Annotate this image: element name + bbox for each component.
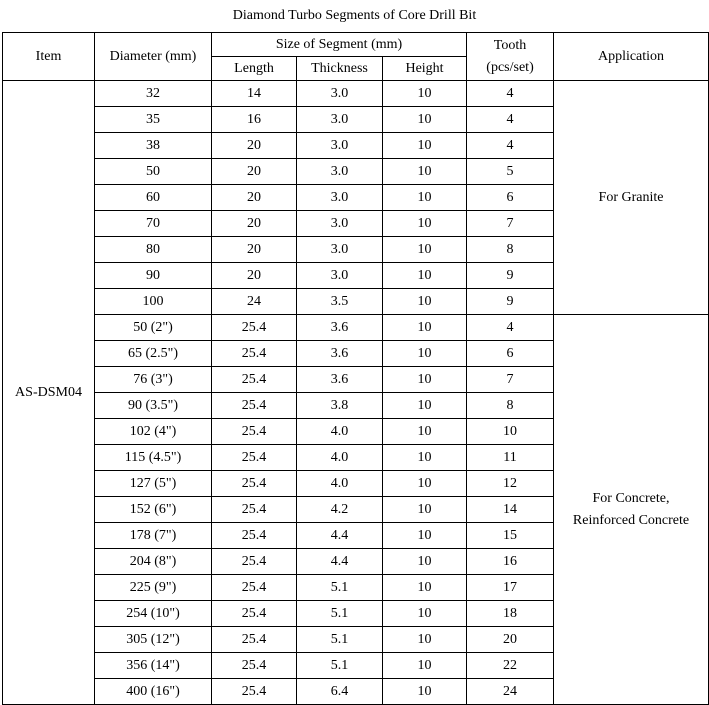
cell-length: 25.4 [212, 549, 297, 575]
cell-thickness: 5.1 [297, 575, 383, 601]
cell-length: 20 [212, 159, 297, 185]
cell-diameter: 80 [95, 237, 212, 263]
cell-diameter: 127 (5") [95, 471, 212, 497]
cell-diameter: 178 (7") [95, 523, 212, 549]
cell-height: 10 [383, 315, 467, 341]
application-concrete [554, 315, 709, 705]
table-body [3, 81, 709, 705]
spec-table [2, 32, 709, 705]
header-tooth [467, 33, 554, 81]
cell-height: 10 [383, 393, 467, 419]
cell-length: 25.4 [212, 393, 297, 419]
cell-thickness: 4.2 [297, 497, 383, 523]
cell-length: 25.4 [212, 653, 297, 679]
cell-height: 10 [383, 653, 467, 679]
cell-length: 25.4 [212, 445, 297, 471]
cell-diameter: 60 [95, 185, 212, 211]
cell-diameter: 32 [95, 81, 212, 107]
cell-tooth: 20 [467, 627, 554, 653]
cell-length: 25.4 [212, 523, 297, 549]
cell-height: 10 [383, 341, 467, 367]
cell-thickness: 4.0 [297, 419, 383, 445]
cell-tooth: 24 [467, 679, 554, 705]
cell-tooth: 14 [467, 497, 554, 523]
cell-tooth: 5 [467, 159, 554, 185]
cell-height: 10 [383, 133, 467, 159]
cell-height: 10 [383, 471, 467, 497]
cell-thickness: 5.1 [297, 601, 383, 627]
cell-thickness: 3.0 [297, 211, 383, 237]
cell-tooth: 9 [467, 289, 554, 315]
cell-tooth: 7 [467, 367, 554, 393]
cell-length: 25.4 [212, 601, 297, 627]
cell-diameter: 400 (16") [95, 679, 212, 705]
cell-tooth: 8 [467, 393, 554, 419]
cell-thickness: 3.5 [297, 289, 383, 315]
cell-height: 10 [383, 627, 467, 653]
cell-thickness: 3.6 [297, 367, 383, 393]
cell-height: 10 [383, 575, 467, 601]
cell-height: 10 [383, 419, 467, 445]
cell-height: 10 [383, 107, 467, 133]
cell-length: 20 [212, 237, 297, 263]
header-tooth-line1: Tooth [493, 37, 527, 53]
cell-tooth: 9 [467, 263, 554, 289]
cell-tooth: 4 [467, 315, 554, 341]
cell-tooth: 4 [467, 133, 554, 159]
cell-length: 25.4 [212, 341, 297, 367]
table-caption: Diamond Turbo Segments of Core Drill Bit [232, 8, 477, 23]
table-header [3, 33, 709, 81]
cell-height: 10 [383, 185, 467, 211]
cell-length: 25.4 [212, 497, 297, 523]
cell-tooth: 7 [467, 211, 554, 237]
cell-thickness: 3.0 [297, 133, 383, 159]
header-length: Length [212, 57, 297, 81]
header-diameter: Diameter (mm) [95, 33, 212, 81]
cell-thickness: 5.1 [297, 653, 383, 679]
cell-height: 10 [383, 263, 467, 289]
cell-diameter: 90 [95, 263, 212, 289]
header-tooth-line2: (pcs/set) [486, 59, 534, 75]
cell-length: 24 [212, 289, 297, 315]
cell-length: 25.4 [212, 419, 297, 445]
cell-diameter: 115 (4.5") [95, 445, 212, 471]
cell-height: 10 [383, 289, 467, 315]
cell-length: 25.4 [212, 315, 297, 341]
cell-tooth: 4 [467, 107, 554, 133]
cell-thickness: 6.4 [297, 679, 383, 705]
header-segment-size: Size of Segment (mm) [212, 33, 467, 57]
cell-diameter: 356 (14") [95, 653, 212, 679]
header-height: Height [383, 57, 467, 81]
cell-height: 10 [383, 367, 467, 393]
cell-length: 20 [212, 211, 297, 237]
cell-thickness: 3.0 [297, 263, 383, 289]
application-granite: For Granite [554, 81, 709, 315]
cell-height: 10 [383, 679, 467, 705]
header-item: Item [3, 33, 95, 81]
cell-thickness: 4.0 [297, 471, 383, 497]
cell-tooth: 8 [467, 237, 554, 263]
cell-tooth: 18 [467, 601, 554, 627]
cell-tooth: 11 [467, 445, 554, 471]
cell-length: 14 [212, 81, 297, 107]
cell-tooth: 6 [467, 341, 554, 367]
cell-tooth: 12 [467, 471, 554, 497]
cell-height: 10 [383, 81, 467, 107]
cell-thickness: 5.1 [297, 627, 383, 653]
cell-thickness: 3.0 [297, 159, 383, 185]
cell-diameter: 35 [95, 107, 212, 133]
cell-thickness: 3.0 [297, 81, 383, 107]
cell-diameter: 50 [95, 159, 212, 185]
cell-length: 20 [212, 133, 297, 159]
cell-tooth: 17 [467, 575, 554, 601]
cell-tooth: 6 [467, 185, 554, 211]
cell-diameter: 254 (10") [95, 601, 212, 627]
cell-height: 10 [383, 549, 467, 575]
table-row [3, 315, 709, 341]
cell-length: 20 [212, 185, 297, 211]
cell-height: 10 [383, 601, 467, 627]
cell-diameter: 305 (12") [95, 627, 212, 653]
cell-tooth: 4 [467, 81, 554, 107]
cell-diameter: 204 (8") [95, 549, 212, 575]
application-concrete-line1: For Concrete, [592, 490, 670, 506]
application-concrete-line2: Reinforced Concrete [572, 512, 690, 528]
item-code-cell: AS-DSM04 [3, 81, 95, 705]
header-application: Application [554, 33, 709, 81]
cell-diameter: 100 [95, 289, 212, 315]
cell-diameter: 76 (3") [95, 367, 212, 393]
cell-height: 10 [383, 445, 467, 471]
cell-height: 10 [383, 211, 467, 237]
cell-diameter: 50 (2") [95, 315, 212, 341]
cell-height: 10 [383, 523, 467, 549]
cell-length: 25.4 [212, 367, 297, 393]
cell-tooth: 10 [467, 419, 554, 445]
cell-diameter: 70 [95, 211, 212, 237]
cell-length: 25.4 [212, 471, 297, 497]
header-thickness: Thickness [297, 57, 383, 81]
cell-length: 25.4 [212, 575, 297, 601]
cell-thickness: 4.0 [297, 445, 383, 471]
cell-height: 10 [383, 237, 467, 263]
table-row [3, 81, 709, 107]
cell-thickness: 3.6 [297, 315, 383, 341]
cell-diameter: 38 [95, 133, 212, 159]
header-row-1 [3, 33, 709, 57]
cell-tooth: 15 [467, 523, 554, 549]
cell-diameter: 90 (3.5") [95, 393, 212, 419]
cell-length: 25.4 [212, 679, 297, 705]
cell-length: 25.4 [212, 627, 297, 653]
cell-thickness: 3.6 [297, 341, 383, 367]
cell-thickness: 3.0 [297, 107, 383, 133]
cell-diameter: 102 (4") [95, 419, 212, 445]
cell-thickness: 3.0 [297, 237, 383, 263]
cell-thickness: 4.4 [297, 523, 383, 549]
cell-thickness: 3.0 [297, 185, 383, 211]
cell-diameter: 225 (9") [95, 575, 212, 601]
cell-thickness: 3.8 [297, 393, 383, 419]
cell-diameter: 152 (6") [95, 497, 212, 523]
cell-tooth: 22 [467, 653, 554, 679]
cell-thickness: 4.4 [297, 549, 383, 575]
cell-length: 16 [212, 107, 297, 133]
cell-tooth: 16 [467, 549, 554, 575]
cell-height: 10 [383, 159, 467, 185]
cell-height: 10 [383, 497, 467, 523]
cell-diameter: 65 (2.5") [95, 341, 212, 367]
cell-length: 20 [212, 263, 297, 289]
